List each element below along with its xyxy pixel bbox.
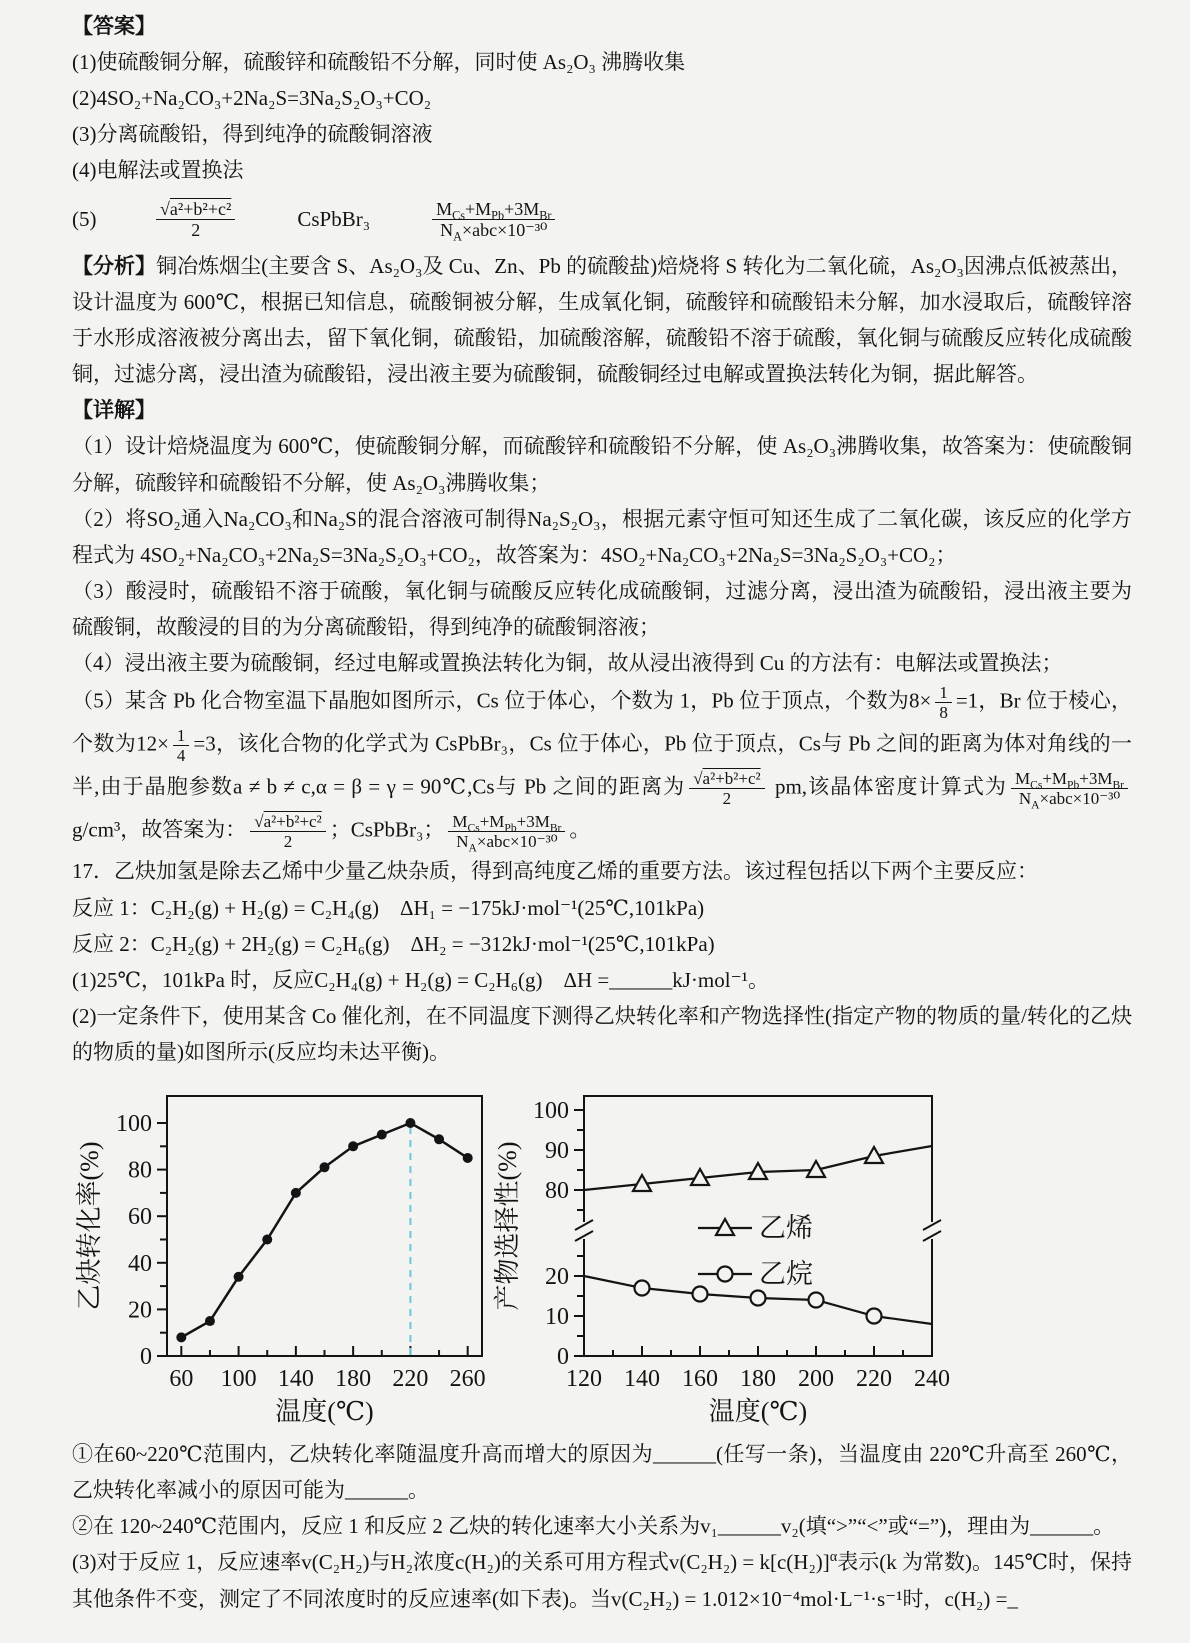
svg-text:20: 20	[545, 1264, 569, 1291]
svg-text:0: 0	[140, 1344, 152, 1371]
svg-text:220: 220	[856, 1366, 892, 1393]
q17-reaction-2: 反应 2：C₂H₂(g) + 2H₂(g) = C₂H₆(g) ΔH₂ = −312kJ·mol⁻¹(25℃,101kPa)	[72, 931, 715, 956]
detail-p3: （3）酸浸时，硫酸铅不溶于硫酸，氧化铜与硫酸反应转化成硫酸铜，过滤分离，浸出渣为硫酸铅，浸出液主要为硫酸铜，故酸浸的目的为分离硫酸铅，得到纯净的硫酸铜溶液；	[72, 578, 1132, 639]
q17-intro: 17．乙炔加氢是除去乙烯中少量乙炔杂质，得到高纯度乙烯的重要方法。该过程包括以下两个主要反应：	[72, 859, 1038, 884]
answer-5-label: (5)	[72, 207, 97, 232]
detail-p2: （2）将SO₂通入Na₂CO₃和Na₂S的混合溶液可制得Na₂S₂O₃，根据元素守恒可知还生成了二氧化碳，该反应的化学方程式为 4SO₂+Na₂CO₃+2Na₂S=3Na₂S₂O₃+CO₂，故答案为：4SO₂+Na₂CO₃+2Na₂S=3Na₂S₂O₃+CO₂；	[72, 506, 1132, 567]
detail-p1: （1）设计焙烧温度为 600℃，使硫酸铜分解，而硫酸锌和硫酸铅不分解，使 As₂O₃沸腾收集，故答案为：使硫酸铜分解，硫酸锌和硫酸铅不分解，使 As₂O₃沸腾收集；	[72, 434, 1132, 495]
svg-text:100: 100	[116, 1111, 152, 1138]
inline-fraction: $\frac{1}{4}$	[173, 726, 190, 765]
svg-text:60: 60	[128, 1204, 152, 1231]
svg-text:240: 240	[914, 1366, 950, 1393]
detail-p5: （5）某含 Pb 化合物室温下晶胞如图所示，Cs 位于体心，个数为 1，Pb 位于顶点，个数为8× $\frac{1}{8}$ =1，Br 位于棱心，个数为12× $\frac{1}{4}$ =3，该化合物的化学式为 CsPbBr₃，Cs 位于体心，Pb 位于顶点，Cs与 Pb 之间的距离为体对角线的一半,由于晶胞参数a ≠ b ≠ c,α = β = γ = 90℃,Cs与 Pb 之间的距离为 $\frac{\text{√a²+b²+c²}}{2}$ pm,该晶体密度计算式为 $\frac{M_{Cs}+M_{Pb}+3M_{Br}}{N_A\times abc\times 10^{-30}}$ g/cm³，故答案为： $\frac{\text{√a²+b²+c²}}{2}$ ；CsPbBr₃； $\frac{M_{Cs}+M_{Pb}+3M_{Br}}{N_A\times abc\times 10^{-30}}$ 。	[72, 683, 1132, 855]
inline-fraction: $\frac{M_{Cs}+M_{Pb}+3M_{Br}}{N_A\times abc\times 10^{-30}}$	[1011, 769, 1128, 808]
q17-sub1: ①在60~220℃范围内，乙炔转化率随温度升高而增大的原因为______(任写一条)，当温度由 220℃升高至 260℃，乙炔转化率减小的原因可能为______。	[72, 1442, 1132, 1503]
acetylene-conversion-chart	[72, 1080, 492, 1432]
svg-text:120: 120	[566, 1366, 602, 1393]
charts-row	[72, 1080, 1132, 1432]
svg-text:0: 0	[557, 1344, 569, 1371]
svg-text:乙烷: 乙烷	[759, 1259, 813, 1290]
inline-fraction: $\frac{1}{8}$	[935, 683, 952, 722]
svg-text:温度(℃): 温度(℃)	[708, 1397, 808, 1427]
svg-text:乙炔转化率(%): 乙炔转化率(%)	[75, 1141, 104, 1311]
inline-fraction: $\frac{M_{Cs}+M_{Pb}+3M_{Br}}{N_A\times abc\times 10^{-30}}$	[448, 812, 565, 851]
product-selectivity-chart	[492, 1080, 950, 1432]
inline-fraction: $\frac{\text{√a²+b²+c²}}{2}$	[689, 769, 764, 808]
q17-sub2: ②在 120~240℃范围内，反应 1 和反应 2 乙炔的转化速率大小关系为v₁______v₂(填“>”“<”或“=”)，理由为______。	[72, 1514, 1115, 1539]
answer-5-formula: CsPbBr₃	[297, 207, 371, 232]
svg-text:100: 100	[220, 1366, 257, 1393]
svg-text:160: 160	[682, 1366, 718, 1393]
svg-text:140: 140	[277, 1366, 314, 1393]
svg-text:100: 100	[533, 1098, 569, 1125]
svg-text:260: 260	[449, 1366, 486, 1393]
answer-5-distance-fraction: $\frac{\text{√a²+b²+c²}}{2}$	[156, 199, 235, 240]
answer-item-1: (1)使硫酸铜分解，硫酸锌和硫酸铅不分解，同时使 As₂O₃ 沸腾收集	[72, 50, 686, 75]
q17-reaction-1: 反应 1：C₂H₂(g) + H₂(g) = C₂H₄(g) ΔH₁ = −175kJ·mol⁻¹(25℃,101kPa)	[72, 895, 705, 920]
answer-header: 【答案】	[72, 14, 156, 38]
svg-text:10: 10	[545, 1304, 569, 1331]
svg-text:20: 20	[128, 1297, 152, 1324]
svg-text:140: 140	[624, 1366, 660, 1393]
answer-item-5	[72, 197, 1132, 242]
svg-text:60: 60	[169, 1366, 194, 1393]
svg-text:180: 180	[740, 1366, 776, 1393]
svg-text:90: 90	[545, 1138, 569, 1165]
svg-text:80: 80	[128, 1157, 152, 1184]
svg-text:220: 220	[392, 1366, 429, 1393]
answer-item-4: (4)电解法或置换法	[72, 158, 244, 183]
analysis-header: 【分析】	[72, 253, 157, 278]
svg-text:产物选择性(%): 产物选择性(%)	[493, 1141, 522, 1311]
question-17	[72, 853, 1132, 1070]
svg-text:200: 200	[798, 1366, 834, 1393]
detail-header: 【详解】	[72, 398, 156, 423]
svg-text:乙烯: 乙烯	[759, 1213, 813, 1244]
answer-5-density-fraction: $\frac{M_{Cs}+M_{Pb}+3M_{Br}}{N_A\times abc\times 10^{-30}}$	[432, 199, 555, 240]
answer-item-3: (3)分离硫酸铅，得到纯净的硫酸铜溶液	[72, 122, 433, 147]
svg-text:温度(℃): 温度(℃)	[275, 1397, 374, 1427]
analysis-text: 铜冶炼烟尘(主要含 S、As₂O₃及 Cu、Zn、Pb 的硫酸盐)焙烧将 S 转化为二氧化硫，As₂O₃因沸点低被蒸出，设计温度为 600℃，根据已知信息，硫酸铜被分解，生成氧化铜，硫酸锌和硫酸铅未分解，加水浸取后，硫酸锌溶于水形成溶液被分离出去，留下氧化铜，硫酸铅，加硫酸溶解，硫酸铅不溶于硫酸，氧化铜与硫酸反应转化成硫酸铜，过滤分离，浸出渣为硫酸铅，浸出液主要为硫酸铜，硫酸铜经过电解或置换法转化为铜，据此解答。	[72, 253, 1132, 387]
q17-part1: (1)25℃，101kPa 时，反应C₂H₄(g) + H₂(g) = C₂H₆(g) ΔH =______kJ·mol⁻¹。	[72, 967, 769, 992]
svg-text:180: 180	[335, 1366, 372, 1393]
inline-fraction: $\frac{\text{√a²+b²+c²}}{2}$	[250, 812, 325, 851]
q17-sub3: (3)对于反应 1，反应速率v(C₂H₂)与H₂浓度c(H₂)的关系可用方程式$v(C_2H_2) = k[c(H_2)]^\alpha$表示(k 为常数)。145℃时，保持其他条件不变，测定了不同浓度时的反应速率(如下表)。当v(C₂H₂) = 1.012×10⁻⁴mol·L⁻¹·s⁻¹时，c(H₂) =_	[72, 1549, 1132, 1611]
detail-p4: （4）浸出液主要为硫酸铜，经过电解或置换法转化为铜，故从浸出液得到 Cu 的方法有：电解法或置换法；	[72, 651, 1063, 676]
svg-text:40: 40	[128, 1250, 152, 1277]
q17-part2: (2)一定条件下，使用某含 Co 催化剂，在不同温度下测得乙炔转化率和产物选择性(指定产物的物质的量/转化的乙炔的物质的量)如图所示(反应均未达平衡)。	[72, 1003, 1132, 1064]
svg-text:80: 80	[545, 1178, 569, 1205]
analysis-paragraph	[72, 248, 1132, 392]
answer-item-2: (2)4SO₂+Na₂CO₃+2Na₂S=3Na₂S₂O₃+CO₂	[72, 86, 432, 111]
